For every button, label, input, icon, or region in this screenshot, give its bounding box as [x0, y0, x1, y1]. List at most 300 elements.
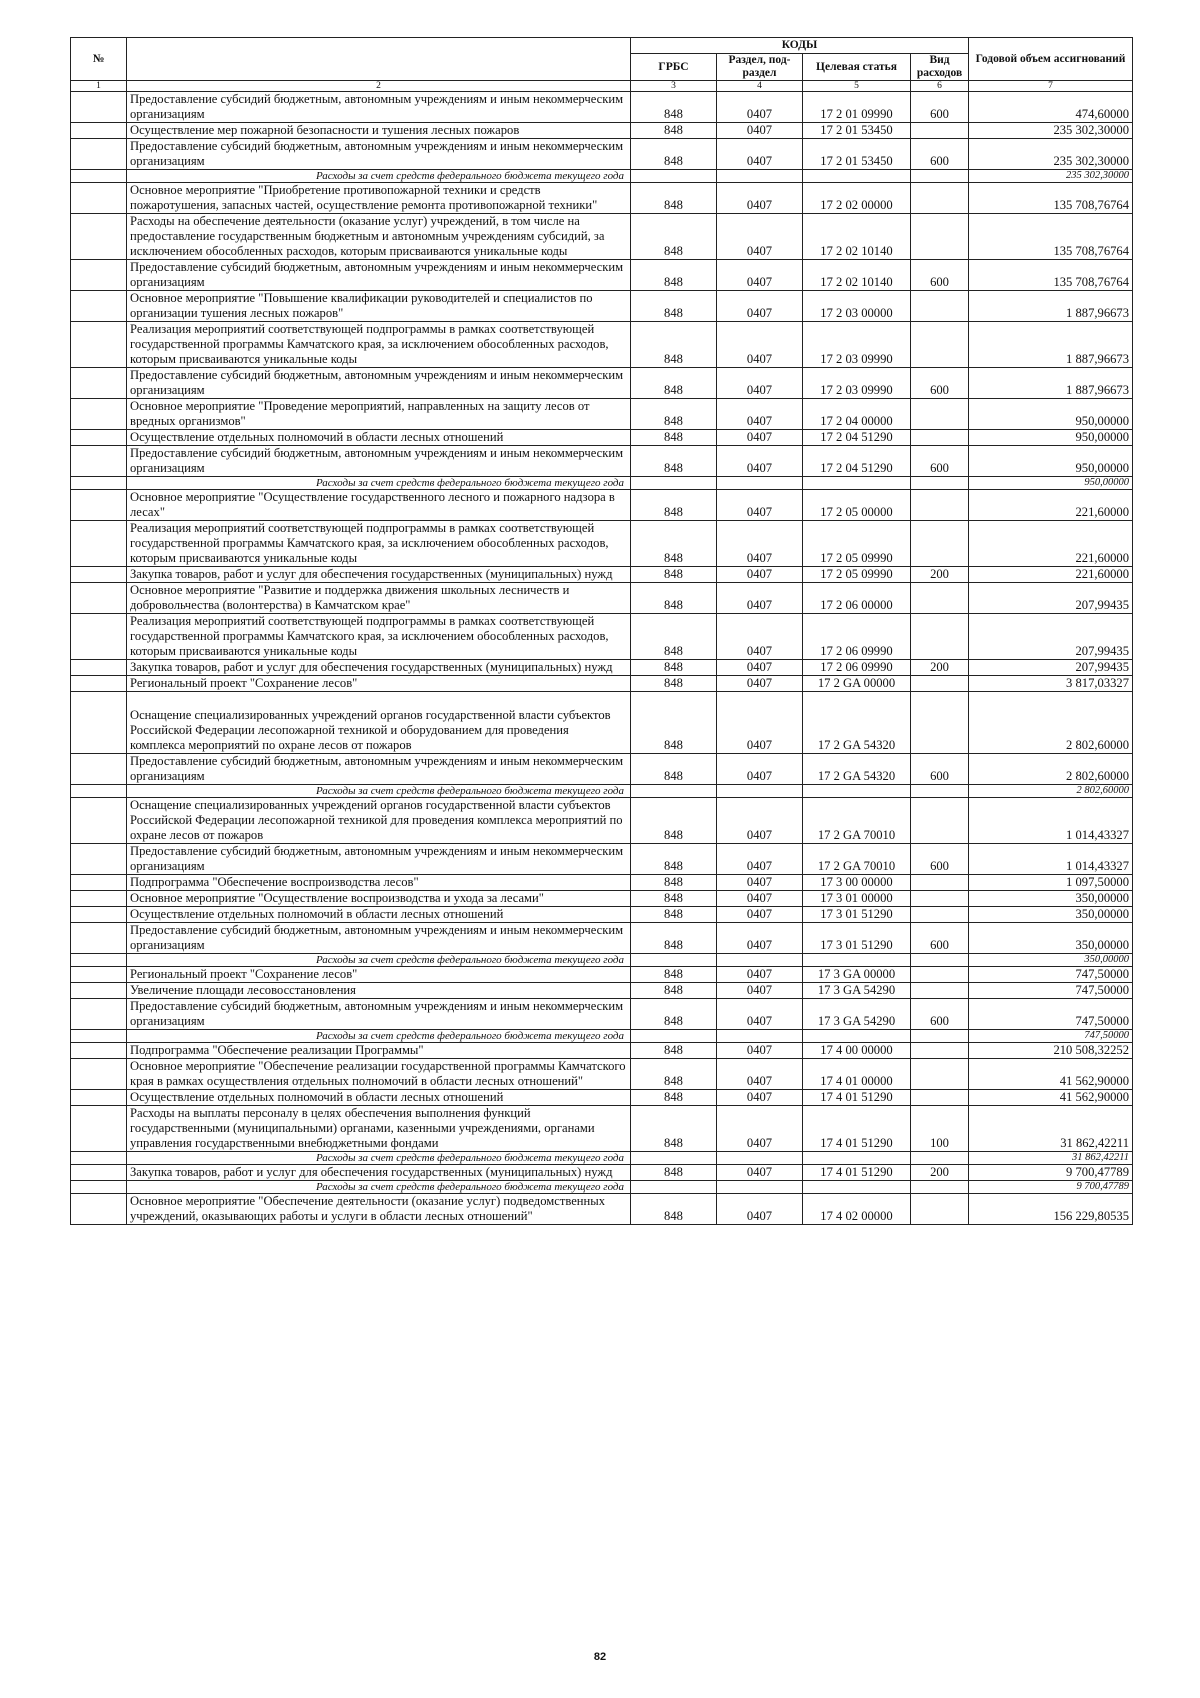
row-target-cell: 17 2 GA 70010 — [803, 844, 911, 875]
row-number-cell — [71, 1165, 127, 1181]
row-sum-cell: 221,60000 — [969, 521, 1133, 567]
row-target-cell: 17 3 GA 54290 — [803, 999, 911, 1030]
table-row — [71, 123, 1133, 139]
row-spacer — [130, 692, 627, 708]
row-target-cell: 17 2 02 00000 — [803, 183, 911, 214]
row-target-cell — [803, 1030, 911, 1043]
table-row — [71, 1106, 1133, 1152]
row-section-cell: 0407 — [717, 967, 803, 983]
row-kind-cell: 600 — [911, 92, 969, 123]
row-number-cell — [71, 1090, 127, 1106]
row-target-cell: 17 4 01 00000 — [803, 1059, 911, 1090]
row-number-cell — [71, 521, 127, 567]
row-target-cell: 17 4 00 00000 — [803, 1043, 911, 1059]
row-grbs-cell: 848 — [631, 567, 717, 583]
row-number-cell — [71, 1043, 127, 1059]
row-number-cell — [71, 291, 127, 322]
row-kind-cell — [911, 1030, 969, 1043]
row-target-cell: 17 2 05 09990 — [803, 567, 911, 583]
row-number-cell — [71, 983, 127, 999]
row-target-cell: 17 2 06 09990 — [803, 660, 911, 676]
row-section-cell: 0407 — [717, 891, 803, 907]
row-target-cell: 17 3 00 00000 — [803, 875, 911, 891]
row-section-cell: 0407 — [717, 614, 803, 660]
row-sum-cell: 950,00000 — [969, 446, 1133, 477]
row-number-cell — [71, 92, 127, 123]
federal-budget-row — [71, 785, 1133, 798]
table-row — [71, 399, 1133, 430]
row-grbs-cell — [631, 1152, 717, 1165]
row-grbs-cell: 848 — [631, 92, 717, 123]
row-number-cell — [71, 954, 127, 967]
row-target-cell: 17 3 GA 00000 — [803, 967, 911, 983]
row-target-cell: 17 2 06 09990 — [803, 614, 911, 660]
row-number-cell — [71, 844, 127, 875]
row-name-cell: Основное мероприятие "Обеспечение реализации государственной программы Камчатского края в рамках осуществления отдельных полномочий в области лесных отношений" — [127, 1059, 631, 1090]
row-sum-cell: 135 708,76764 — [969, 183, 1133, 214]
row-kind-cell — [911, 214, 969, 260]
row-number-cell — [71, 967, 127, 983]
table-row — [71, 446, 1133, 477]
table-row — [71, 676, 1133, 692]
row-number-cell — [71, 477, 127, 490]
row-sum-cell: 1 887,96673 — [969, 322, 1133, 368]
row-section-cell: 0407 — [717, 923, 803, 954]
row-section-cell: 0407 — [717, 875, 803, 891]
row-section-cell: 0407 — [717, 692, 803, 754]
row-grbs-cell: 848 — [631, 614, 717, 660]
row-number-cell — [71, 660, 127, 676]
row-kind-cell — [911, 1194, 969, 1225]
col-number: 5 — [803, 81, 911, 92]
row-name-cell: Основное мероприятие "Осуществление государственного лесного и пожарного надзора в лесах" — [127, 490, 631, 521]
row-name-cell: Расходы за счет средств федерального бюджета текущего года — [127, 1181, 631, 1194]
row-kind-cell — [911, 798, 969, 844]
row-grbs-cell — [631, 954, 717, 967]
row-grbs-cell — [631, 477, 717, 490]
row-kind-cell — [911, 954, 969, 967]
table-row — [71, 907, 1133, 923]
row-grbs-cell: 848 — [631, 1090, 717, 1106]
row-name-cell: Осуществление мер пожарной безопасности и тушения лесных пожаров — [127, 123, 631, 139]
row-sum-cell: 41 562,90000 — [969, 1090, 1133, 1106]
row-section-cell: 0407 — [717, 660, 803, 676]
table-row — [71, 754, 1133, 785]
row-name-cell: Подпрограмма "Обеспечение реализации Программы" — [127, 1043, 631, 1059]
row-grbs-cell — [631, 170, 717, 183]
row-kind-cell — [911, 183, 969, 214]
row-kind-cell — [911, 477, 969, 490]
row-number-cell — [71, 676, 127, 692]
table-row — [71, 983, 1133, 999]
row-name-cell: Расходы за счет средств федерального бюджета текущего года — [127, 170, 631, 183]
row-grbs-cell: 848 — [631, 1194, 717, 1225]
row-target-cell — [803, 1181, 911, 1194]
row-sum-cell: 156 229,80535 — [969, 1194, 1133, 1225]
row-kind-cell — [911, 1059, 969, 1090]
table-row — [71, 583, 1133, 614]
row-kind-cell: 100 — [911, 1106, 969, 1152]
row-name-cell: Предоставление субсидий бюджетным, автономным учреждениям и иным некоммерческим организациям — [127, 923, 631, 954]
row-section-cell — [717, 1030, 803, 1043]
row-section-cell: 0407 — [717, 123, 803, 139]
row-sum-cell: 221,60000 — [969, 490, 1133, 521]
row-target-cell — [803, 1152, 911, 1165]
row-target-cell: 17 2 04 51290 — [803, 446, 911, 477]
table-row — [71, 521, 1133, 567]
row-section-cell: 0407 — [717, 676, 803, 692]
federal-budget-row — [71, 1181, 1133, 1194]
row-sum-cell: 747,50000 — [969, 1030, 1133, 1043]
row-name-cell: Расходы за счет средств федерального бюджета текущего года — [127, 1030, 631, 1043]
row-section-cell: 0407 — [717, 139, 803, 170]
row-target-cell: 17 3 01 51290 — [803, 907, 911, 923]
row-section-cell: 0407 — [717, 798, 803, 844]
row-name-cell: Расходы за счет средств федерального бюджета текущего года — [127, 785, 631, 798]
row-sum-cell: 9 700,47789 — [969, 1165, 1133, 1181]
row-name-cell: Предоставление субсидий бюджетным, автономным учреждениям и иным некоммерческим организациям — [127, 999, 631, 1030]
row-target-cell — [803, 477, 911, 490]
row-kind-cell — [911, 907, 969, 923]
row-kind-cell — [911, 521, 969, 567]
col-number: 7 — [969, 81, 1133, 92]
row-grbs-cell: 848 — [631, 907, 717, 923]
row-target-cell: 17 2 01 53450 — [803, 123, 911, 139]
row-section-cell — [717, 954, 803, 967]
table-row — [71, 214, 1133, 260]
row-target-cell: 17 2 03 00000 — [803, 291, 911, 322]
row-section-cell: 0407 — [717, 907, 803, 923]
row-name-cell: Основное мероприятие "Обеспечение деятельности (оказание услуг) подведомственных учреждений, оказывающих работы и услуги в области лесных отношений" — [127, 1194, 631, 1225]
row-grbs-cell: 848 — [631, 139, 717, 170]
row-number-cell — [71, 923, 127, 954]
table-row — [71, 692, 1133, 754]
federal-budget-row — [71, 170, 1133, 183]
row-kind-cell — [911, 967, 969, 983]
row-sum-cell: 350,00000 — [969, 923, 1133, 954]
row-section-cell: 0407 — [717, 583, 803, 614]
header-target: Целевая статья — [803, 54, 911, 81]
row-name-cell: Расходы на обеспечение деятельности (оказание услуг) учреждений, в том числе на предоставление государственным бюджетным и автономным учреждениям субсидий, за исключением обособленных расходов, которым присваиваются уникальные коды — [127, 214, 631, 260]
row-kind-cell — [911, 490, 969, 521]
row-section-cell — [717, 1152, 803, 1165]
row-target-cell — [803, 785, 911, 798]
table-row — [71, 139, 1133, 170]
row-name-cell: Увеличение площади лесовосстановления — [127, 983, 631, 999]
row-number-cell — [71, 798, 127, 844]
row-sum-cell: 235 302,30000 — [969, 123, 1133, 139]
row-name-cell: Закупка товаров, работ и услуг для обеспечения государственных (муниципальных) нужд — [127, 1165, 631, 1181]
row-name-cell: Предоставление субсидий бюджетным, автономным учреждениям и иным некоммерческим организациям — [127, 446, 631, 477]
row-name-cell: Предоставление субсидий бюджетным, автономным учреждениям и иным некоммерческим организациям — [127, 92, 631, 123]
table-row — [71, 844, 1133, 875]
row-section-cell: 0407 — [717, 368, 803, 399]
row-target-cell: 17 4 01 51290 — [803, 1090, 911, 1106]
row-number-cell — [71, 446, 127, 477]
row-target-cell: 17 2 03 09990 — [803, 368, 911, 399]
table-row — [71, 291, 1133, 322]
row-name-cell: Основное мероприятие "Развитие и поддержка движения школьных лесничеств и добровольчества (волонтерства) в Камчатском крае" — [127, 583, 631, 614]
row-number-cell — [71, 907, 127, 923]
row-number-cell — [71, 614, 127, 660]
row-grbs-cell: 848 — [631, 399, 717, 430]
budget-table — [70, 37, 1133, 1225]
row-grbs-cell: 848 — [631, 446, 717, 477]
row-number-cell — [71, 891, 127, 907]
row-grbs-cell: 848 — [631, 692, 717, 754]
row-target-cell: 17 2 02 10140 — [803, 260, 911, 291]
row-kind-cell: 200 — [911, 1165, 969, 1181]
row-kind-cell: 600 — [911, 368, 969, 399]
row-number-cell — [71, 214, 127, 260]
row-section-cell: 0407 — [717, 430, 803, 446]
row-name-cell: Предоставление субсидий бюджетным, автономным учреждениям и иным некоммерческим организациям — [127, 139, 631, 170]
row-sum-cell: 235 302,30000 — [969, 170, 1133, 183]
row-number-cell — [71, 1059, 127, 1090]
row-name-cell: Осуществление отдельных полномочий в области лесных отношений — [127, 430, 631, 446]
row-name-text: Оснащение специализированных учреждений органов государственной власти субъектов Российской Федерации лесопожарной техникой и оборудованием для проведения комплекса мероприятий по охране лесов от пожаров — [130, 708, 611, 752]
federal-budget-row — [71, 954, 1133, 967]
row-number-cell — [71, 123, 127, 139]
row-name-cell: Осуществление отдельных полномочий в области лесных отношений — [127, 1090, 631, 1106]
row-section-cell: 0407 — [717, 1106, 803, 1152]
row-target-cell: 17 2 05 09990 — [803, 521, 911, 567]
row-grbs-cell: 848 — [631, 1106, 717, 1152]
table-row — [71, 490, 1133, 521]
row-grbs-cell: 848 — [631, 322, 717, 368]
row-sum-cell: 135 708,76764 — [969, 214, 1133, 260]
row-kind-cell: 600 — [911, 999, 969, 1030]
row-grbs-cell: 848 — [631, 754, 717, 785]
federal-budget-row — [71, 1152, 1133, 1165]
col-number: 3 — [631, 81, 717, 92]
table-row — [71, 567, 1133, 583]
table-row — [71, 891, 1133, 907]
row-name-cell: Региональный проект "Сохранение лесов" — [127, 967, 631, 983]
row-target-cell: 17 2 06 00000 — [803, 583, 911, 614]
row-kind-cell — [911, 170, 969, 183]
table-row — [71, 322, 1133, 368]
row-target-cell: 17 2 GA 00000 — [803, 676, 911, 692]
row-target-cell: 17 3 01 00000 — [803, 891, 911, 907]
row-section-cell: 0407 — [717, 446, 803, 477]
row-kind-cell: 600 — [911, 446, 969, 477]
row-section-cell: 0407 — [717, 214, 803, 260]
row-kind-cell: 200 — [911, 567, 969, 583]
row-sum-cell: 350,00000 — [969, 907, 1133, 923]
row-number-cell — [71, 368, 127, 399]
budget-table-sheet — [70, 37, 1132, 1225]
row-section-cell: 0407 — [717, 1194, 803, 1225]
row-grbs-cell: 848 — [631, 967, 717, 983]
row-name-cell: Основное мероприятие "Осуществление воспроизводства и ухода за лесами" — [127, 891, 631, 907]
header-section: Раздел, под-раздел — [717, 54, 803, 81]
row-sum-cell: 474,60000 — [969, 92, 1133, 123]
row-sum-cell: 1 887,96673 — [969, 291, 1133, 322]
row-sum-cell: 207,99435 — [969, 660, 1133, 676]
row-number-cell — [71, 139, 127, 170]
row-sum-cell: 31 862,42211 — [969, 1106, 1133, 1152]
header-grbs: ГРБС — [631, 54, 717, 81]
row-grbs-cell: 848 — [631, 214, 717, 260]
row-grbs-cell: 848 — [631, 521, 717, 567]
row-grbs-cell: 848 — [631, 875, 717, 891]
row-name-cell: Расходы за счет средств федерального бюджета текущего года — [127, 954, 631, 967]
table-row — [71, 967, 1133, 983]
header-volume: Годовой объем ассигнований — [969, 38, 1133, 81]
table-row — [71, 660, 1133, 676]
table-row — [71, 368, 1133, 399]
row-sum-cell: 210 508,32252 — [969, 1043, 1133, 1059]
row-section-cell — [717, 477, 803, 490]
table-row — [71, 1043, 1133, 1059]
row-number-cell — [71, 567, 127, 583]
row-grbs-cell: 848 — [631, 123, 717, 139]
table-row — [71, 92, 1133, 123]
row-grbs-cell: 848 — [631, 583, 717, 614]
row-kind-cell — [911, 875, 969, 891]
row-kind-cell — [911, 614, 969, 660]
row-kind-cell — [911, 785, 969, 798]
row-name-cell: Закупка товаров, работ и услуг для обеспечения государственных (муниципальных) нужд — [127, 660, 631, 676]
row-section-cell: 0407 — [717, 92, 803, 123]
row-name-cell: Расходы за счет средств федерального бюджета текущего года — [127, 1152, 631, 1165]
row-number-cell — [71, 1152, 127, 1165]
row-sum-cell: 221,60000 — [969, 567, 1133, 583]
row-sum-cell: 3 817,03327 — [969, 676, 1133, 692]
row-target-cell: 17 4 01 51290 — [803, 1106, 911, 1152]
row-grbs-cell: 848 — [631, 1165, 717, 1181]
table-row — [71, 183, 1133, 214]
row-number-cell — [71, 583, 127, 614]
row-kind-cell — [911, 692, 969, 754]
row-number-cell — [71, 999, 127, 1030]
col-number: 2 — [127, 81, 631, 92]
row-grbs-cell: 848 — [631, 983, 717, 999]
row-grbs-cell: 848 — [631, 430, 717, 446]
row-name-cell: Основное мероприятие "Повышение квалификации руководителей и специалистов по организации тушения лесных пожаров" — [127, 291, 631, 322]
row-section-cell: 0407 — [717, 754, 803, 785]
row-name-cell: Основное мероприятие "Приобретение противопожарной техники и средств пожаротушения, запасных частей, осуществление ремонта противопожарной техники" — [127, 183, 631, 214]
row-sum-cell: 747,50000 — [969, 999, 1133, 1030]
row-target-cell: 17 2 03 09990 — [803, 322, 911, 368]
row-section-cell: 0407 — [717, 1090, 803, 1106]
row-number-cell — [71, 183, 127, 214]
row-number-cell — [71, 692, 127, 754]
table-body — [71, 92, 1133, 1225]
table-row — [71, 875, 1133, 891]
row-number-cell — [71, 1181, 127, 1194]
row-sum-cell: 2 802,60000 — [969, 692, 1133, 754]
row-name-cell: Реализация мероприятий соответствующей подпрограммы в рамках соответствующей государственной программы Камчатского края, за исключением обособленных расходов, которым присваиваются уникальные коды — [127, 614, 631, 660]
row-section-cell: 0407 — [717, 844, 803, 875]
row-section-cell — [717, 1181, 803, 1194]
row-grbs-cell: 848 — [631, 923, 717, 954]
row-kind-cell — [911, 430, 969, 446]
row-kind-cell: 600 — [911, 754, 969, 785]
row-grbs-cell: 848 — [631, 891, 717, 907]
row-number-cell — [71, 1194, 127, 1225]
row-kind-cell — [911, 1090, 969, 1106]
row-target-cell: 17 2 GA 70010 — [803, 798, 911, 844]
row-kind-cell — [911, 399, 969, 430]
row-number-cell — [71, 430, 127, 446]
row-number-cell — [71, 1030, 127, 1043]
row-sum-cell: 207,99435 — [969, 583, 1133, 614]
col-number: 6 — [911, 81, 969, 92]
row-section-cell: 0407 — [717, 322, 803, 368]
row-name-cell: Реализация мероприятий соответствующей подпрограммы в рамках соответствующей государственной программы Камчатского края, за исключением обособленных расходов, которым присваиваются уникальные коды — [127, 322, 631, 368]
header-codes: КОДЫ — [631, 38, 969, 54]
table-row — [71, 1059, 1133, 1090]
row-kind-cell — [911, 291, 969, 322]
row-name-cell: Предоставление субсидий бюджетным, автономным учреждениям и иным некоммерческим организациям — [127, 260, 631, 291]
row-name-cell: Подпрограмма "Обеспечение воспроизводства лесов" — [127, 875, 631, 891]
row-number-cell — [71, 260, 127, 291]
row-sum-cell: 950,00000 — [969, 477, 1133, 490]
row-kind-cell — [911, 983, 969, 999]
row-target-cell — [803, 954, 911, 967]
row-grbs-cell: 848 — [631, 1059, 717, 1090]
row-grbs-cell: 848 — [631, 798, 717, 844]
row-sum-cell: 31 862,42211 — [969, 1152, 1133, 1165]
row-section-cell: 0407 — [717, 291, 803, 322]
row-kind-cell — [911, 676, 969, 692]
row-section-cell: 0407 — [717, 999, 803, 1030]
row-kind-cell — [911, 123, 969, 139]
row-grbs-cell: 848 — [631, 844, 717, 875]
row-kind-cell: 600 — [911, 844, 969, 875]
row-section-cell: 0407 — [717, 1059, 803, 1090]
row-name-cell: Расходы за счет средств федерального бюджета текущего года — [127, 477, 631, 490]
row-kind-cell: 200 — [911, 660, 969, 676]
row-name-cell: Региональный проект "Сохранение лесов" — [127, 676, 631, 692]
row-section-cell: 0407 — [717, 521, 803, 567]
table-row — [71, 923, 1133, 954]
row-target-cell: 17 2 05 00000 — [803, 490, 911, 521]
page-number: 82 — [593, 1651, 607, 1663]
row-number-cell — [71, 322, 127, 368]
row-target-cell: 17 4 01 51290 — [803, 1165, 911, 1181]
row-section-cell: 0407 — [717, 399, 803, 430]
row-kind-cell: 600 — [911, 923, 969, 954]
row-grbs-cell — [631, 1030, 717, 1043]
table-row — [71, 1090, 1133, 1106]
row-number-cell — [71, 170, 127, 183]
row-section-cell: 0407 — [717, 567, 803, 583]
row-grbs-cell: 848 — [631, 676, 717, 692]
row-sum-cell: 350,00000 — [969, 891, 1133, 907]
row-grbs-cell — [631, 785, 717, 798]
table-row — [71, 614, 1133, 660]
row-target-cell — [803, 170, 911, 183]
row-name-cell: Предоставление субсидий бюджетным, автономным учреждениям и иным некоммерческим организациям — [127, 754, 631, 785]
row-sum-cell: 235 302,30000 — [969, 139, 1133, 170]
federal-budget-row — [71, 1030, 1133, 1043]
row-number-cell — [71, 490, 127, 521]
row-sum-cell: 747,50000 — [969, 967, 1133, 983]
row-name-cell: Расходы на выплаты персоналу в целях обеспечения выполнения функций государственными (муниципальными) органами, казенными учреждениями, органами управления государственными внебюджетными фондами — [127, 1106, 631, 1152]
row-sum-cell: 2 802,60000 — [969, 785, 1133, 798]
row-target-cell: 17 3 GA 54290 — [803, 983, 911, 999]
row-grbs-cell — [631, 1181, 717, 1194]
col-number: 1 — [71, 81, 127, 92]
row-grbs-cell: 848 — [631, 260, 717, 291]
table-row — [71, 798, 1133, 844]
row-target-cell: 17 2 GA 54320 — [803, 754, 911, 785]
row-section-cell: 0407 — [717, 1165, 803, 1181]
row-number-cell — [71, 875, 127, 891]
